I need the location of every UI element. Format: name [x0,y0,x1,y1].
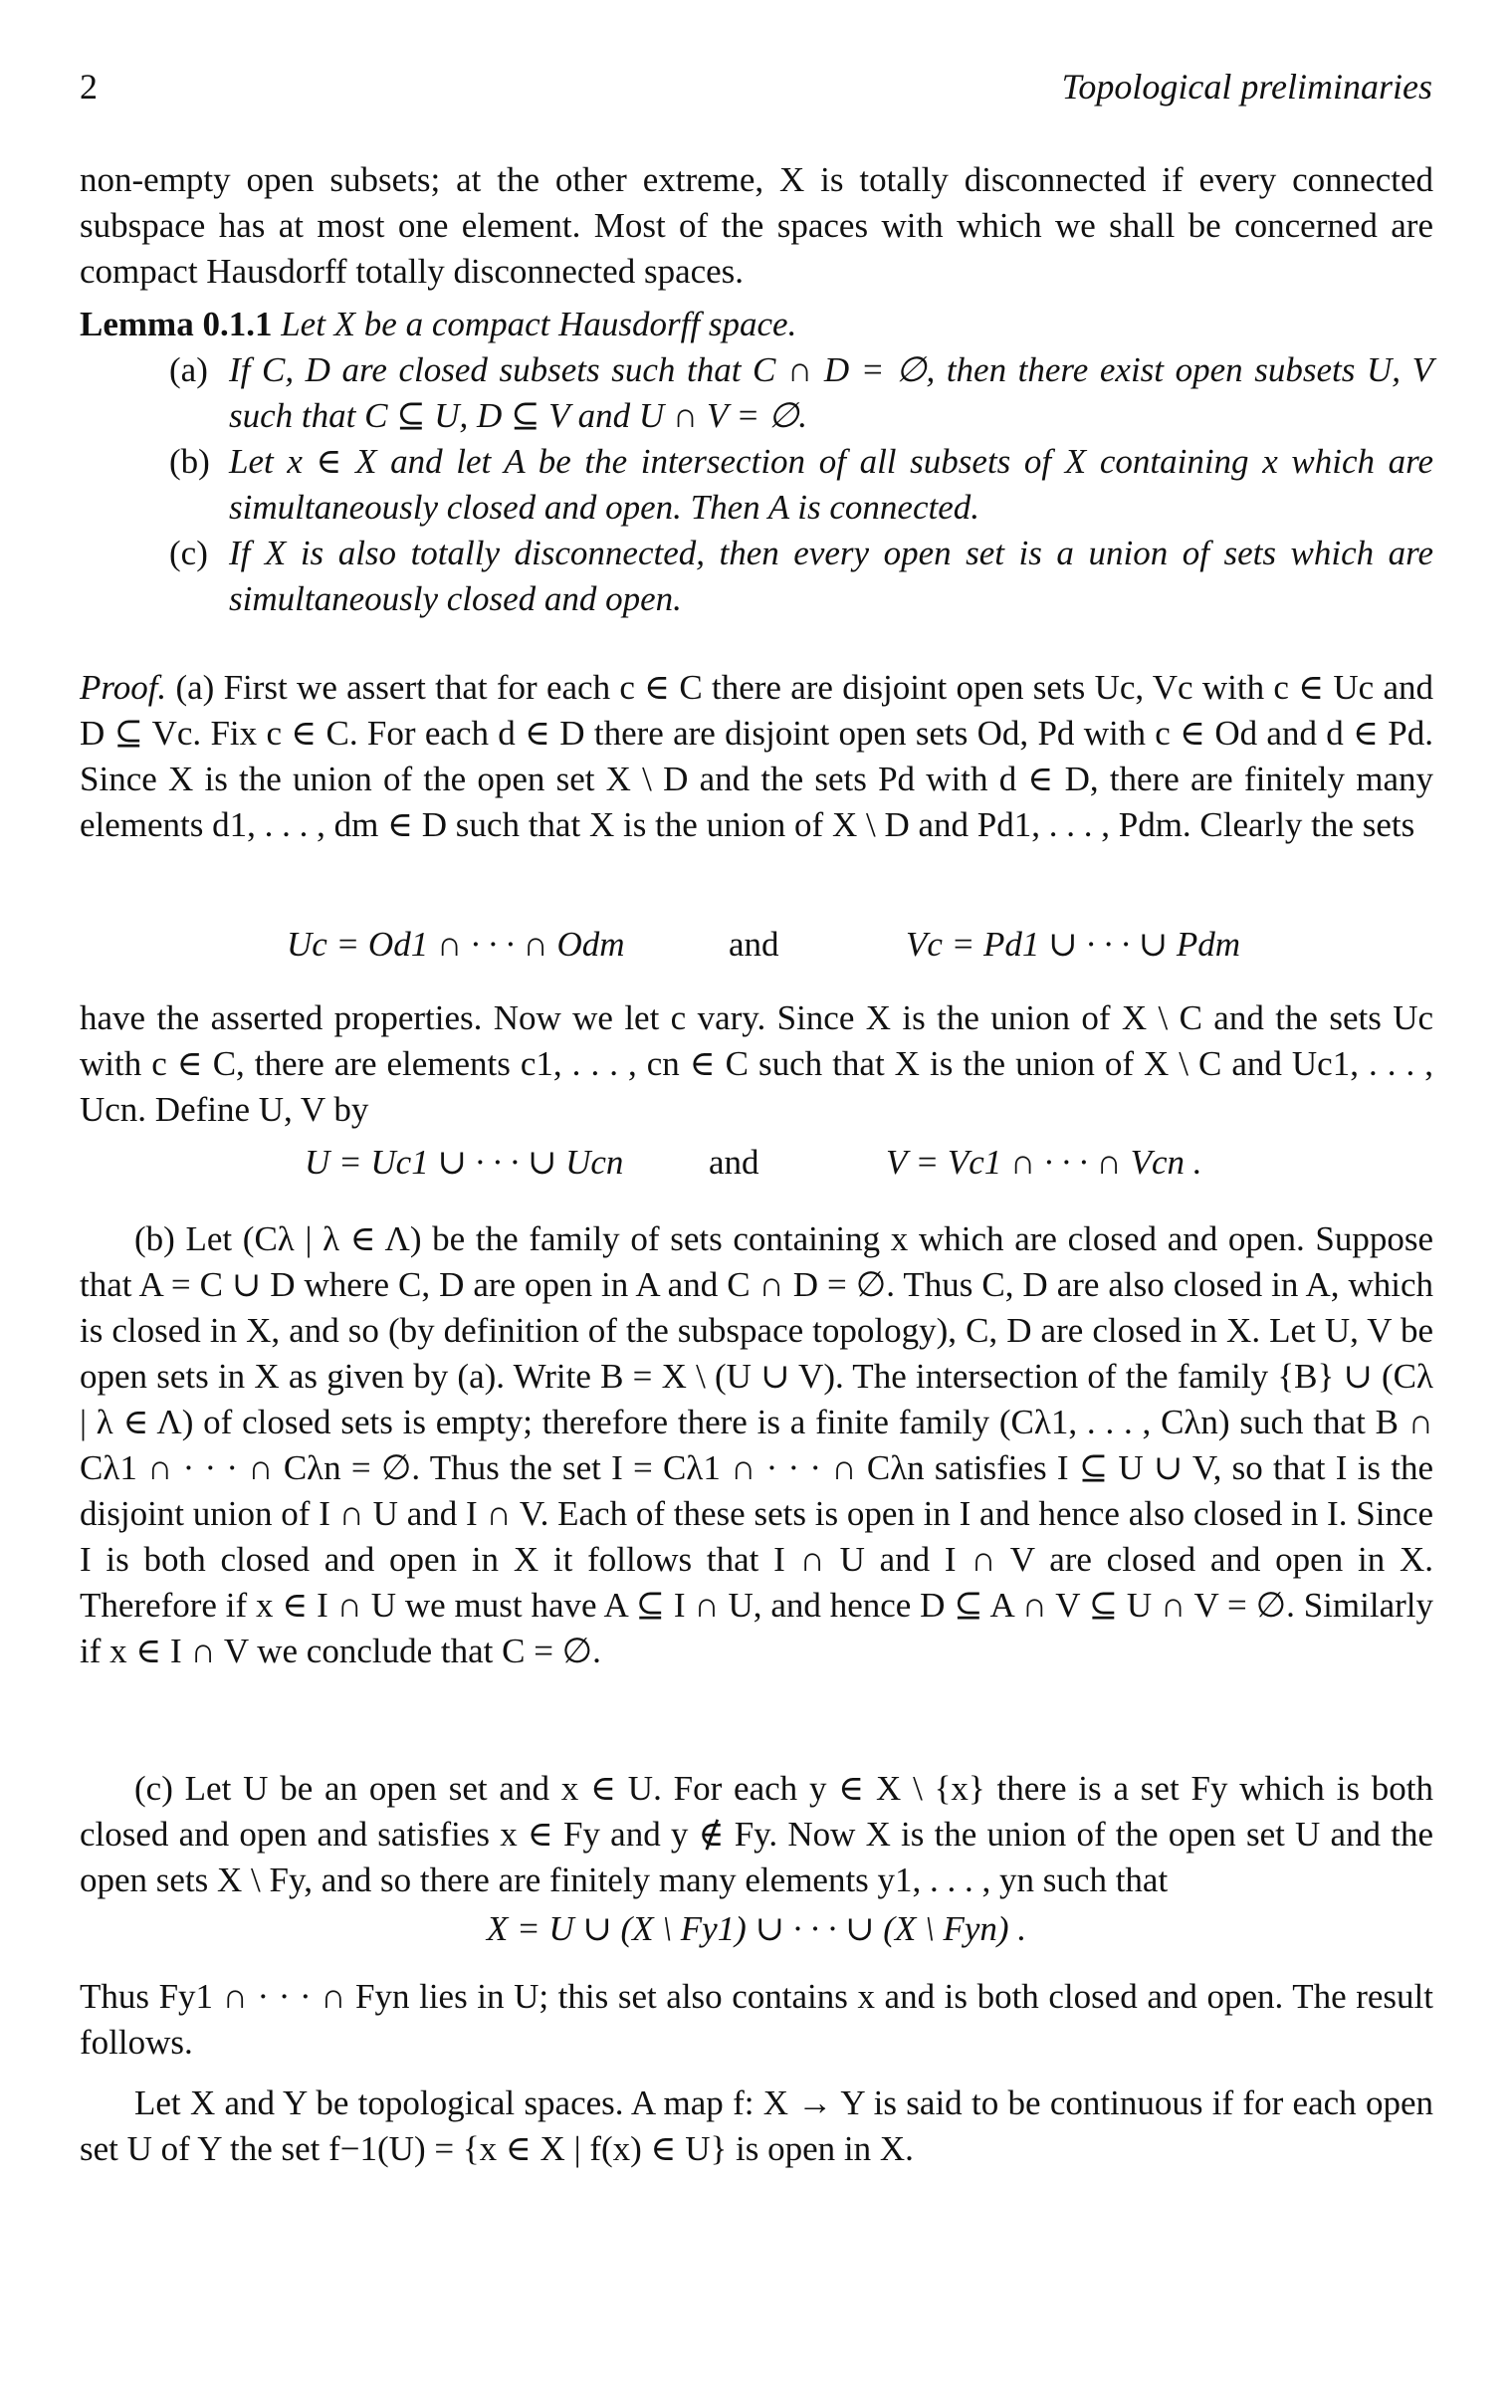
display-equation-3 [80,1906,1433,1952]
proof-part-b: (b) Let (Cλ | λ ∈ Λ) be the family of sets containing x which are closed and open. Suppose that A = C ∪ D where C, D are open in A and C ∩ D = ∅. Thus C, D are also closed in A, which is closed in X, and so (by definition of the subspace topology), C, D are closed in X. Let U, V be open sets in X as given by (a). Write B = X \ (U ∪ V). The intersection of the family {B} ∪ (Cλ | λ ∈ Λ) of closed sets is empty; therefore there is a finite family (Cλ1, . . . , Cλn) such that B ∩ Cλ1 ∩ · · · ∩ Cλn = ∅. Thus the set I = Cλ1 ∩ · · · ∩ Cλn satisfies I ⊆ U ∪ V, so that I is the disjoint union of I ∩ U and I ∩ V. Each of these sets is open in I and hence also closed in I. Since I is both closed and open in X it follows that I ∩ U and I ∩ V are closed and open in X. Therefore if x ∈ I ∩ U we must have A ⊆ I ∩ U, and hence D ⊆ A ∩ V ⊆ U ∩ V = ∅. Similarly if x ∈ I ∩ V we conclude that C = ∅. [80,1219,1433,1670]
page-number: 2 [80,67,98,107]
proof-part-c-block [80,1766,1433,1903]
proof-part-c-2: Thus Fy1 ∩ · · · ∩ Fyn lies in U; this set also contains x and is both closed and open. The result follows. [80,1977,1433,2062]
lemma-item-label: (c) [169,534,208,572]
display-3: X = U ∪ (X \ Fy1) ∪ · · · ∪ (X \ Fyn) . [486,1909,1027,1948]
proof-part-a-1 [80,665,1433,848]
lemma-item-c [80,531,1433,622]
lemma-item-text: Let x ∈ X and let A be the intersection of all subsets of X containing x which are simultaneously closed and open. Then A is connected. [229,442,1433,527]
display-2-left: U = Uc1 ∪ · · · ∪ Ucn [305,1143,624,1182]
display-1-right: Vc = Pd1 ∪ · · · ∪ Pdm [906,925,1240,964]
lemma-item-label: (a) [169,350,208,389]
running-header [80,64,1432,109]
display-1-and: and [729,925,779,964]
lemma-item-a [80,347,1433,439]
intro-paragraph-block [80,157,1433,295]
proof-part-a-1-text: (a) First we assert that for each c ∈ C there are disjoint open sets Uc, Vc with c ∈ Uc and D ⊆ Vc. Fix c ∈ C. For each d ∈ D there are disjoint open sets Od, Pd with c ∈ Od and d ∈ Pd. Since X is the union of the open set X \ D and the sets Pd with d ∈ D, there are finitely many elements d1, . . . , dm ∈ D such that X is the union of X \ D and Pd1, . . . , Pdm. Clearly the sets [80,668,1433,844]
lemma-title: Lemma 0.1.1 [80,305,273,343]
display-2-and: and [709,1143,759,1182]
proof-label: Proof. [80,668,167,707]
proof-part-a-2-block [80,995,1433,1133]
running-title: Topological preliminaries [1061,67,1432,107]
proof-part-c-2-block [80,1974,1433,2066]
proof-part-a-block [80,665,1433,848]
proof-part-a-2: have the asserted properties. Now we let c vary. Since X is the union of X \ C and the sets Uc with c ∈ C, there are elements c1, . . . , cn ∈ C such that X is the union of X \ C and Uc1, . . . , Ucn. Define U, V by [80,998,1433,1129]
lemma-item-text: If C, D are closed subsets such that C ∩ D = ∅, then there exist open subsets U, V such that C ⊆ U, D ⊆ V and U ∩ V = ∅. [229,350,1433,435]
final-paragraph: Let X and Y be topological spaces. A map f: X → Y is said to be continuous if for each open set U of Y the set f−1(U) = {x ∈ X | f(x) ∈ U} is open in X. [80,2083,1433,2168]
display-equation-1 [80,922,1433,968]
lemma-item-b [80,439,1433,531]
display-1-left: Uc = Od1 ∩ · · · ∩ Odm [287,925,625,964]
display-equation-2 [80,1140,1433,1186]
display-2-right: V = Vc1 ∩ · · · ∩ Vcn . [886,1143,1202,1182]
proof-part-b-block [80,1216,1433,1674]
final-paragraph-block [80,2080,1433,2172]
lemma-block [80,302,1433,622]
intro-paragraph: non-empty open subsets; at the other extreme, X is totally disconnected if every connected subspace has at most one element. Most of the spaces with which we shall be concerned are compact Hausdorff totally disconnected spaces. [80,160,1433,291]
lemma-statement: Let X be a compact Hausdorff space. [281,305,797,343]
lemma-item-text: If X is also totally disconnected, then every open set is a union of sets which are simultaneously closed and open. [229,534,1433,618]
lemma-heading [80,302,1433,347]
lemma-item-label: (b) [169,442,210,481]
proof-part-c-1: (c) Let U be an open set and x ∈ U. For each y ∈ X \ {x} there is a set Fy which is both closed and open and satisfies x ∈ Fy and y ∉ Fy. Now X is the union of the open set U and the open sets X \ Fy, and so there are finitely many elements y1, . . . , yn such that [80,1769,1433,1899]
